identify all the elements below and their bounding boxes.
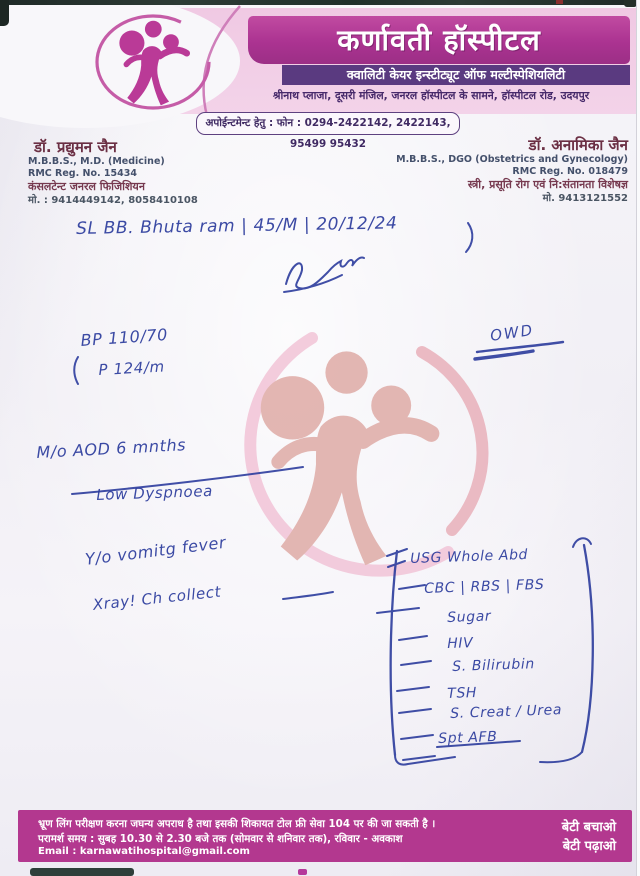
hospital-name: कर्णावती हॉस्पीटल [337, 23, 541, 57]
handwriting-investigation-4: HIV [447, 635, 474, 652]
doctor-left-reg: RMC Reg. No. 15434 [28, 168, 137, 179]
doctor-right-degree: M.B.B.S., DGO (Obstetrics and Gynecology) [396, 154, 628, 165]
handwriting-investigation-1: USG Whole Abd [410, 546, 529, 567]
doctor-right-block [396, 136, 628, 206]
footer-slogan-1: बेटी बचाओ [561, 820, 616, 835]
scan-edge-top [0, 0, 640, 5]
hospital-logo [97, 16, 209, 108]
footer-slogans [562, 818, 616, 856]
handwriting-vital-pulse: P 124/m [98, 357, 166, 379]
handwriting-patient-line: SL BB. Bhuta ram | 45/M | 20/12/24 [76, 213, 398, 239]
doctor-right-title: स्त्री, प्रसूति रोग एवं नि:संतानता विशेषज्ञ [467, 178, 628, 191]
doctor-right-name: डॉ. अनामिका जैन [528, 136, 628, 154]
footer-strip [18, 810, 632, 862]
scan-dot-bottom-center [298, 869, 307, 875]
doctor-left-title: कंसलटेन्ट जनरल फिजिशियन [28, 180, 145, 193]
handwriting-history-1: M/o AOD 6 mnths [36, 435, 187, 462]
handwriting-complaint-1: Y/o vomitg fever [84, 532, 228, 569]
handwriting-history-2: Low Dyspnoea [96, 481, 214, 504]
appointment-phone-box: अपोईन्टमेन्ट हेतु : फोन : 0294-2422142, 2422143, 95499 95432 [196, 112, 460, 135]
hospital-address: श्रीनाथ प्लाजा, दूसरी मंजिल, जनरल हॉस्पीटल के सामने, हॉस्पीटल रोड, उदयपुर [272, 89, 590, 102]
scan-corner-top-left [0, 0, 9, 26]
footer-legal-line: भ्रूण लिंग परीक्षण करना जघन्य अपराध है तथा इसकी शिकायत टोल फ्री सेवा 104 पर की जा सकती है । [38, 818, 436, 830]
scan-speck [556, 0, 563, 4]
handwriting-investigation-5: S. Bilirubin [452, 656, 536, 675]
footer-email: Email : karnawatihospital@gmail.com [38, 846, 250, 857]
doctor-right-mobile: मो. 9413121552 [542, 193, 628, 204]
hospital-tagline: क्वालिटी केयर इन्स्टीट्यूट ऑफ मल्टीस्पेशियलिटी [346, 67, 566, 82]
handwriting-vital-bp: BP 110/70 [80, 324, 169, 350]
scan-mark-bottom-left [30, 868, 134, 876]
handwriting-opd-note: OWD [489, 320, 536, 345]
scan-edge-right [636, 0, 640, 876]
watermark-logo [250, 338, 482, 571]
handwriting-complaint-2: Xray! Ch collect [92, 582, 222, 614]
handwriting-investigation-6: TSH [447, 684, 478, 702]
doctor-left-name: डॉ. प्रद्युमन जैन [34, 138, 117, 156]
handwriting-investigation-2: CBC | RBS | FBS [424, 576, 545, 597]
doctor-left-degree: M.B.B.S., M.D. (Medicine) [28, 156, 165, 167]
handwriting-investigation-8: Spt AFB [438, 728, 498, 747]
footer-slogan-2: बेटी पढ़ाओ [562, 839, 616, 854]
handwriting-investigation-3: Sugar [447, 608, 492, 626]
doctor-right-reg: RMC Reg. No. 018479 [512, 166, 628, 177]
footer-timing-line: परामर्श समय : सुबह 10.30 से 2.30 बजे तक (सोमवार से शनिवार तक), रविवार - अवकाश [38, 833, 403, 845]
handwriting-investigation-7: S. Creat / Urea [450, 702, 563, 722]
doctor-left-block [28, 138, 198, 208]
doctor-left-mobile: मो. : 9414449142, 8058410108 [28, 195, 198, 206]
